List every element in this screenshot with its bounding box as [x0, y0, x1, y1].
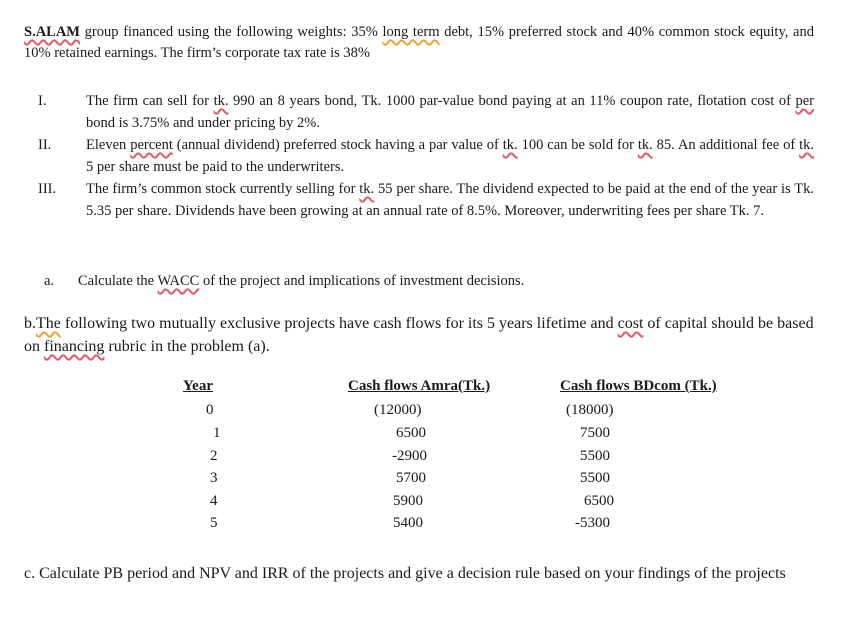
item-tk: tk.	[799, 137, 814, 153]
list-item-common-stock	[24, 178, 814, 222]
bdcom-cell: (18000)	[566, 402, 614, 418]
year-cell: 2	[210, 448, 218, 464]
item-text: bond is 3.75% and under pricing by 2%.	[86, 115, 320, 131]
bdcom-cell: -5300	[575, 515, 610, 531]
item-tk: tk.	[213, 93, 229, 109]
intro-text-a: group financed using the following weights: 35%	[80, 24, 383, 40]
amra-cell: 5700	[396, 470, 426, 486]
question-c: c. Calculate PB period and NPV and IRR of the projects and give a decision rule based on your findings of the projects	[24, 565, 786, 582]
question-a-text: of the project and implications of investment decisions.	[199, 273, 525, 289]
item-text: The firm’s common stock currently selling for	[86, 181, 360, 197]
list-item-preferred-stock	[24, 134, 814, 178]
question-b-label: b.	[24, 315, 36, 332]
question-b	[24, 312, 814, 358]
item-text: 100 can be sold for	[517, 137, 638, 153]
question-a-text: Calculate the	[78, 273, 158, 289]
question-b-financing: financing	[44, 338, 105, 355]
item-tk: tk.	[359, 181, 375, 197]
list-number: II.	[38, 137, 52, 153]
intro-text-b: debt, 15% preferred stock and 40% common stock equity, and 10% retained earnings. The firm’s corporate tax rate is 38%	[24, 24, 814, 61]
item-text: 990 an 8 years bond, Tk. 1000 par-value bond paying at an 11% coupon rate, flotation cost of	[228, 93, 796, 109]
question-a-label: a.	[44, 273, 55, 289]
header-bdcom: Cash flows BDcom (Tk.)	[560, 378, 717, 394]
intro-long-term: long term	[382, 24, 440, 40]
header-amra: Cash flows Amra(Tk.)	[348, 378, 491, 394]
amra-cell: 5400	[393, 515, 423, 531]
year-cell: 1	[213, 425, 221, 441]
cash-flow-table	[0, 376, 845, 536]
question-b-text: following two mutually exclusive projects have cash flows for its 5 years lifetime and	[60, 315, 618, 332]
item-tk: tk.	[637, 137, 653, 153]
bdcom-cell: 6500	[584, 493, 614, 509]
year-cell: 0	[206, 402, 214, 418]
amra-cell: (12000)	[374, 402, 422, 418]
item-text: The firm can sell for	[86, 93, 214, 109]
list-number: III.	[38, 181, 57, 197]
question-b-text: rubric in the problem (a).	[104, 338, 270, 355]
item-per: per	[795, 93, 815, 109]
given-data-list	[24, 90, 814, 222]
question-b-text: of capital should be based on	[24, 315, 814, 355]
item-text: 55 per share. The dividend expected to be paid at the end of the year is Tk. 5.35 per share. Dividends have been growing at an annual rate of 8.5%. Moreover, underwriting fees per share Tk. 7.	[86, 181, 815, 219]
list-item-bond	[24, 90, 814, 134]
question-b-cost: cost	[617, 315, 644, 332]
amra-cell: -2900	[392, 448, 427, 464]
amra-cell: 5900	[393, 493, 423, 509]
year-cell: 3	[210, 470, 218, 486]
list-number: I.	[38, 93, 47, 109]
item-text: (annual dividend) preferred stock having a par value of	[172, 137, 503, 153]
company-name: S.ALAM	[24, 24, 80, 40]
question-b-the: The	[36, 315, 61, 332]
item-text: Eleven	[86, 137, 131, 153]
intro-paragraph	[24, 22, 814, 64]
bdcom-cell: 5500	[580, 470, 610, 486]
amra-cell: 6500	[396, 425, 426, 441]
item-text: 5 per share must be paid to the underwriters.	[86, 159, 345, 175]
question-a-wacc: WACC	[157, 273, 200, 289]
item-text: 85. An additional fee of	[652, 137, 800, 153]
header-year: Year	[183, 378, 213, 394]
year-cell: 4	[210, 493, 218, 509]
year-cell: 5	[210, 515, 218, 531]
bdcom-cell: 5500	[580, 448, 610, 464]
item-percent: percent	[130, 137, 173, 153]
bdcom-cell: 7500	[580, 425, 610, 441]
item-tk: tk.	[502, 137, 518, 153]
question-a	[44, 270, 524, 292]
